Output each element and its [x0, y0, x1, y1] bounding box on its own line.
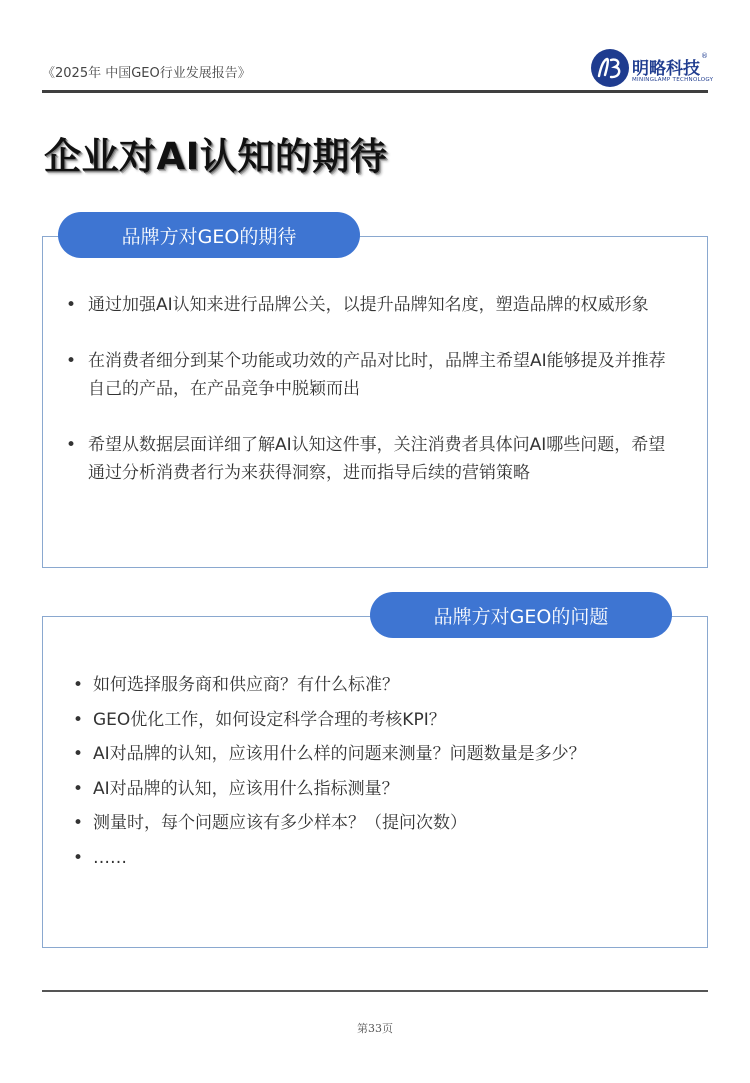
list-item: [73, 742, 673, 766]
list-item-text: 通过加强AI认知来进行品牌公关，以提升品牌知名度，塑造品牌的权威形象: [88, 295, 649, 315]
bullet-icon: •: [73, 675, 84, 695]
list-item-text: AI对品牌的认知，应该用什么指标测量？: [93, 778, 399, 799]
expectations-list: [66, 291, 666, 515]
list-item: [66, 291, 666, 319]
bullet-icon: •: [66, 295, 77, 315]
bullet-icon: •: [73, 813, 84, 833]
bullet-icon: •: [73, 744, 84, 764]
section-title-questions: 品牌方对GEO的问题: [370, 592, 672, 638]
bullet-icon: •: [66, 435, 77, 455]
bullet-icon: •: [73, 709, 84, 730]
logo-name: 明略科技: [632, 59, 700, 79]
bullet-icon: •: [66, 351, 77, 371]
list-item-text: 测量时，每个问题应该有多少样本？（提问次数）: [93, 813, 467, 833]
list-item: [73, 673, 673, 697]
list-item-text: AI对品牌的认知，应该用什么样的问题来测量？问题数量是多少？: [93, 744, 586, 764]
list-item: [66, 431, 666, 487]
logo-registered-mark: ®: [701, 52, 708, 60]
bullet-icon: •: [73, 847, 84, 868]
header-divider: [42, 90, 708, 93]
page-number: 第33页: [357, 1022, 393, 1035]
footer-divider: [42, 990, 708, 992]
list-item-text: 在消费者细分到某个功能或功效的产品对比时，品牌主希望AI能够提及并推荐自己的产品，在产品竞争中脱颖而出: [88, 351, 666, 399]
questions-list: [73, 673, 673, 880]
bullet-icon: •: [73, 778, 84, 799]
section-title-expectations: 品牌方对GEO的期待: [58, 212, 360, 258]
list-item: [66, 347, 666, 403]
page-title: 企业对AI认知的期待: [44, 135, 388, 178]
list-item-text: ……: [93, 847, 127, 868]
logo-tagline: MININGLAMP TECHNOLOGY: [632, 77, 714, 83]
list-item: [73, 811, 673, 835]
list-item-text: 如何选择服务商和供应商？有什么标准？: [93, 675, 399, 695]
list-item-text: 希望从数据层面详细了解AI认知这件事，关注消费者具体问AI哪些问题，希望通过分析消费者行为来获得洞察，进而指导后续的营销策略: [88, 435, 666, 483]
list-item: [73, 846, 673, 870]
list-item: [73, 777, 673, 801]
report-title: 《2025年 中国GEO行业发展报告》: [42, 66, 251, 81]
list-item: [73, 708, 673, 732]
list-item-text: GEO优化工作，如何设定科学合理的考核KPI？: [93, 709, 446, 730]
logo-mark-icon: [590, 48, 630, 88]
company-logo: [590, 48, 714, 88]
